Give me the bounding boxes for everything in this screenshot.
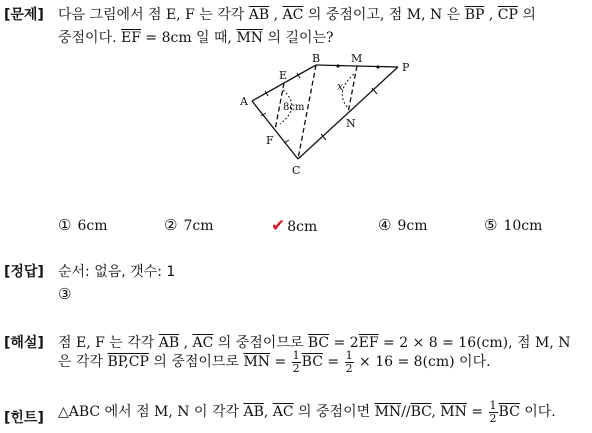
segment-ef: $\overline{EF}$ [121,30,141,46]
point-c-label: C [292,164,301,177]
unknown-x-label: x [337,80,344,93]
point-p-label: P [402,61,410,74]
segment-ab: $\overline{AB}$ [248,7,270,23]
segment-ac: $\overline{AC}$ [282,7,304,23]
segment-ac: $\overline{AC}$ [272,404,294,421]
point-f-label: F [266,134,274,147]
segment-ab: $\overline{AB}$ [158,335,180,351]
problem-label: [문제] [4,7,44,23]
point-n-label: N [346,117,356,130]
geometry-figure [236,48,418,178]
point-e-label: E [279,69,288,82]
check-mark-icon: ✔ [271,216,286,236]
point-a-label: A [240,95,248,108]
segment-ef: $\overline{EF}$ [358,335,379,351]
fraction-half: $\frac{1}{2}$ [489,399,497,425]
segment-mn: $\overline{MN}$ [374,404,402,421]
explanation-label: [해설] [4,335,44,351]
segment-bc: $\overline{BC}$ [301,354,323,371]
length-label: 8cm [283,102,305,113]
answer-line-1: 순서: 없음, 갯수: 1 [58,264,176,280]
explanation-line-2: 은 각각 BP,CP 의 중점이므로 $\overline{MN}$ = $\frac{1}{2}$ $\overline{BC}$ = $\frac{1}{2}$ × 16 = 8(cm) 이다. [58,349,491,375]
hint-line-1: △ABC 에서 점 M, N 이 각각 $\overline{AB}$, $\overline{AC}$ 의 중점이면 $\overline{MN}//\overline{BC}$, $\overline{MN}$ = $\frac{1}{2}$ $\overline{BC}$ 이다. [58,399,556,425]
segment-bc: $\overline{BC}$ [307,335,330,351]
choice-2[interactable]: ② 7cm [164,216,214,234]
tick-dot [376,65,379,68]
choice-1[interactable]: ① 6cm [58,216,108,234]
segment-mn: $\overline{MN}$ [440,404,467,421]
segment-mn: $\overline{MN}$ [243,354,271,371]
explanation-line-1: 점 E, F 는 각각 $\overline{AB}$ , $\overline{AC}$ 의 중점이므로 $\overline{BC} = 2\overline{EF} = 2 \times 8 = 16(cm)$, 점 M, N [58,335,571,351]
choice-3[interactable]: ✔ 8cm [271,216,318,236]
answer-label: [정답] [4,264,44,280]
fraction-half: $\frac{1}{2}$ [292,349,300,375]
point-m-label: M [351,52,363,65]
hint-label: [힌트] [4,410,44,426]
problem-line-1: 다음 그림에서 점 E, F 는 각각 $\overline{AB}$ , $\overline{AC}$ 의 중점이고, 점 M, N 은 $\overline{BP}$ , $\overline{CP}$ 의 [58,7,536,23]
fraction-half: $\frac{1}{2}$ [345,349,353,375]
choice-5[interactable]: ⑤ 10cm [484,216,543,234]
segment-bp-cp: BP,CP [107,354,149,371]
problem-line-2: 중점이다. $\overline{EF} = 8cm$ 일 때, $\overline{MN}$ 의 길이는? [58,30,334,46]
tick-dot [336,64,339,67]
segment-bc: $\overline{BC}$ [410,404,432,421]
segment-cp: $\overline{CP}$ [497,7,518,23]
segment-mn: $\overline{MN}$ [236,30,264,46]
segment-ab: $\overline{AB}$ [243,404,264,421]
answer-line-2: ③ [58,285,72,303]
segment-ac: $\overline{AC}$ [192,335,214,351]
segment-bp: $\overline{BP}$ [464,7,485,23]
segment-bc: $\overline{BC}$ [498,404,520,421]
point-b-label: B [312,52,321,65]
choice-4[interactable]: ④ 9cm [378,216,428,234]
